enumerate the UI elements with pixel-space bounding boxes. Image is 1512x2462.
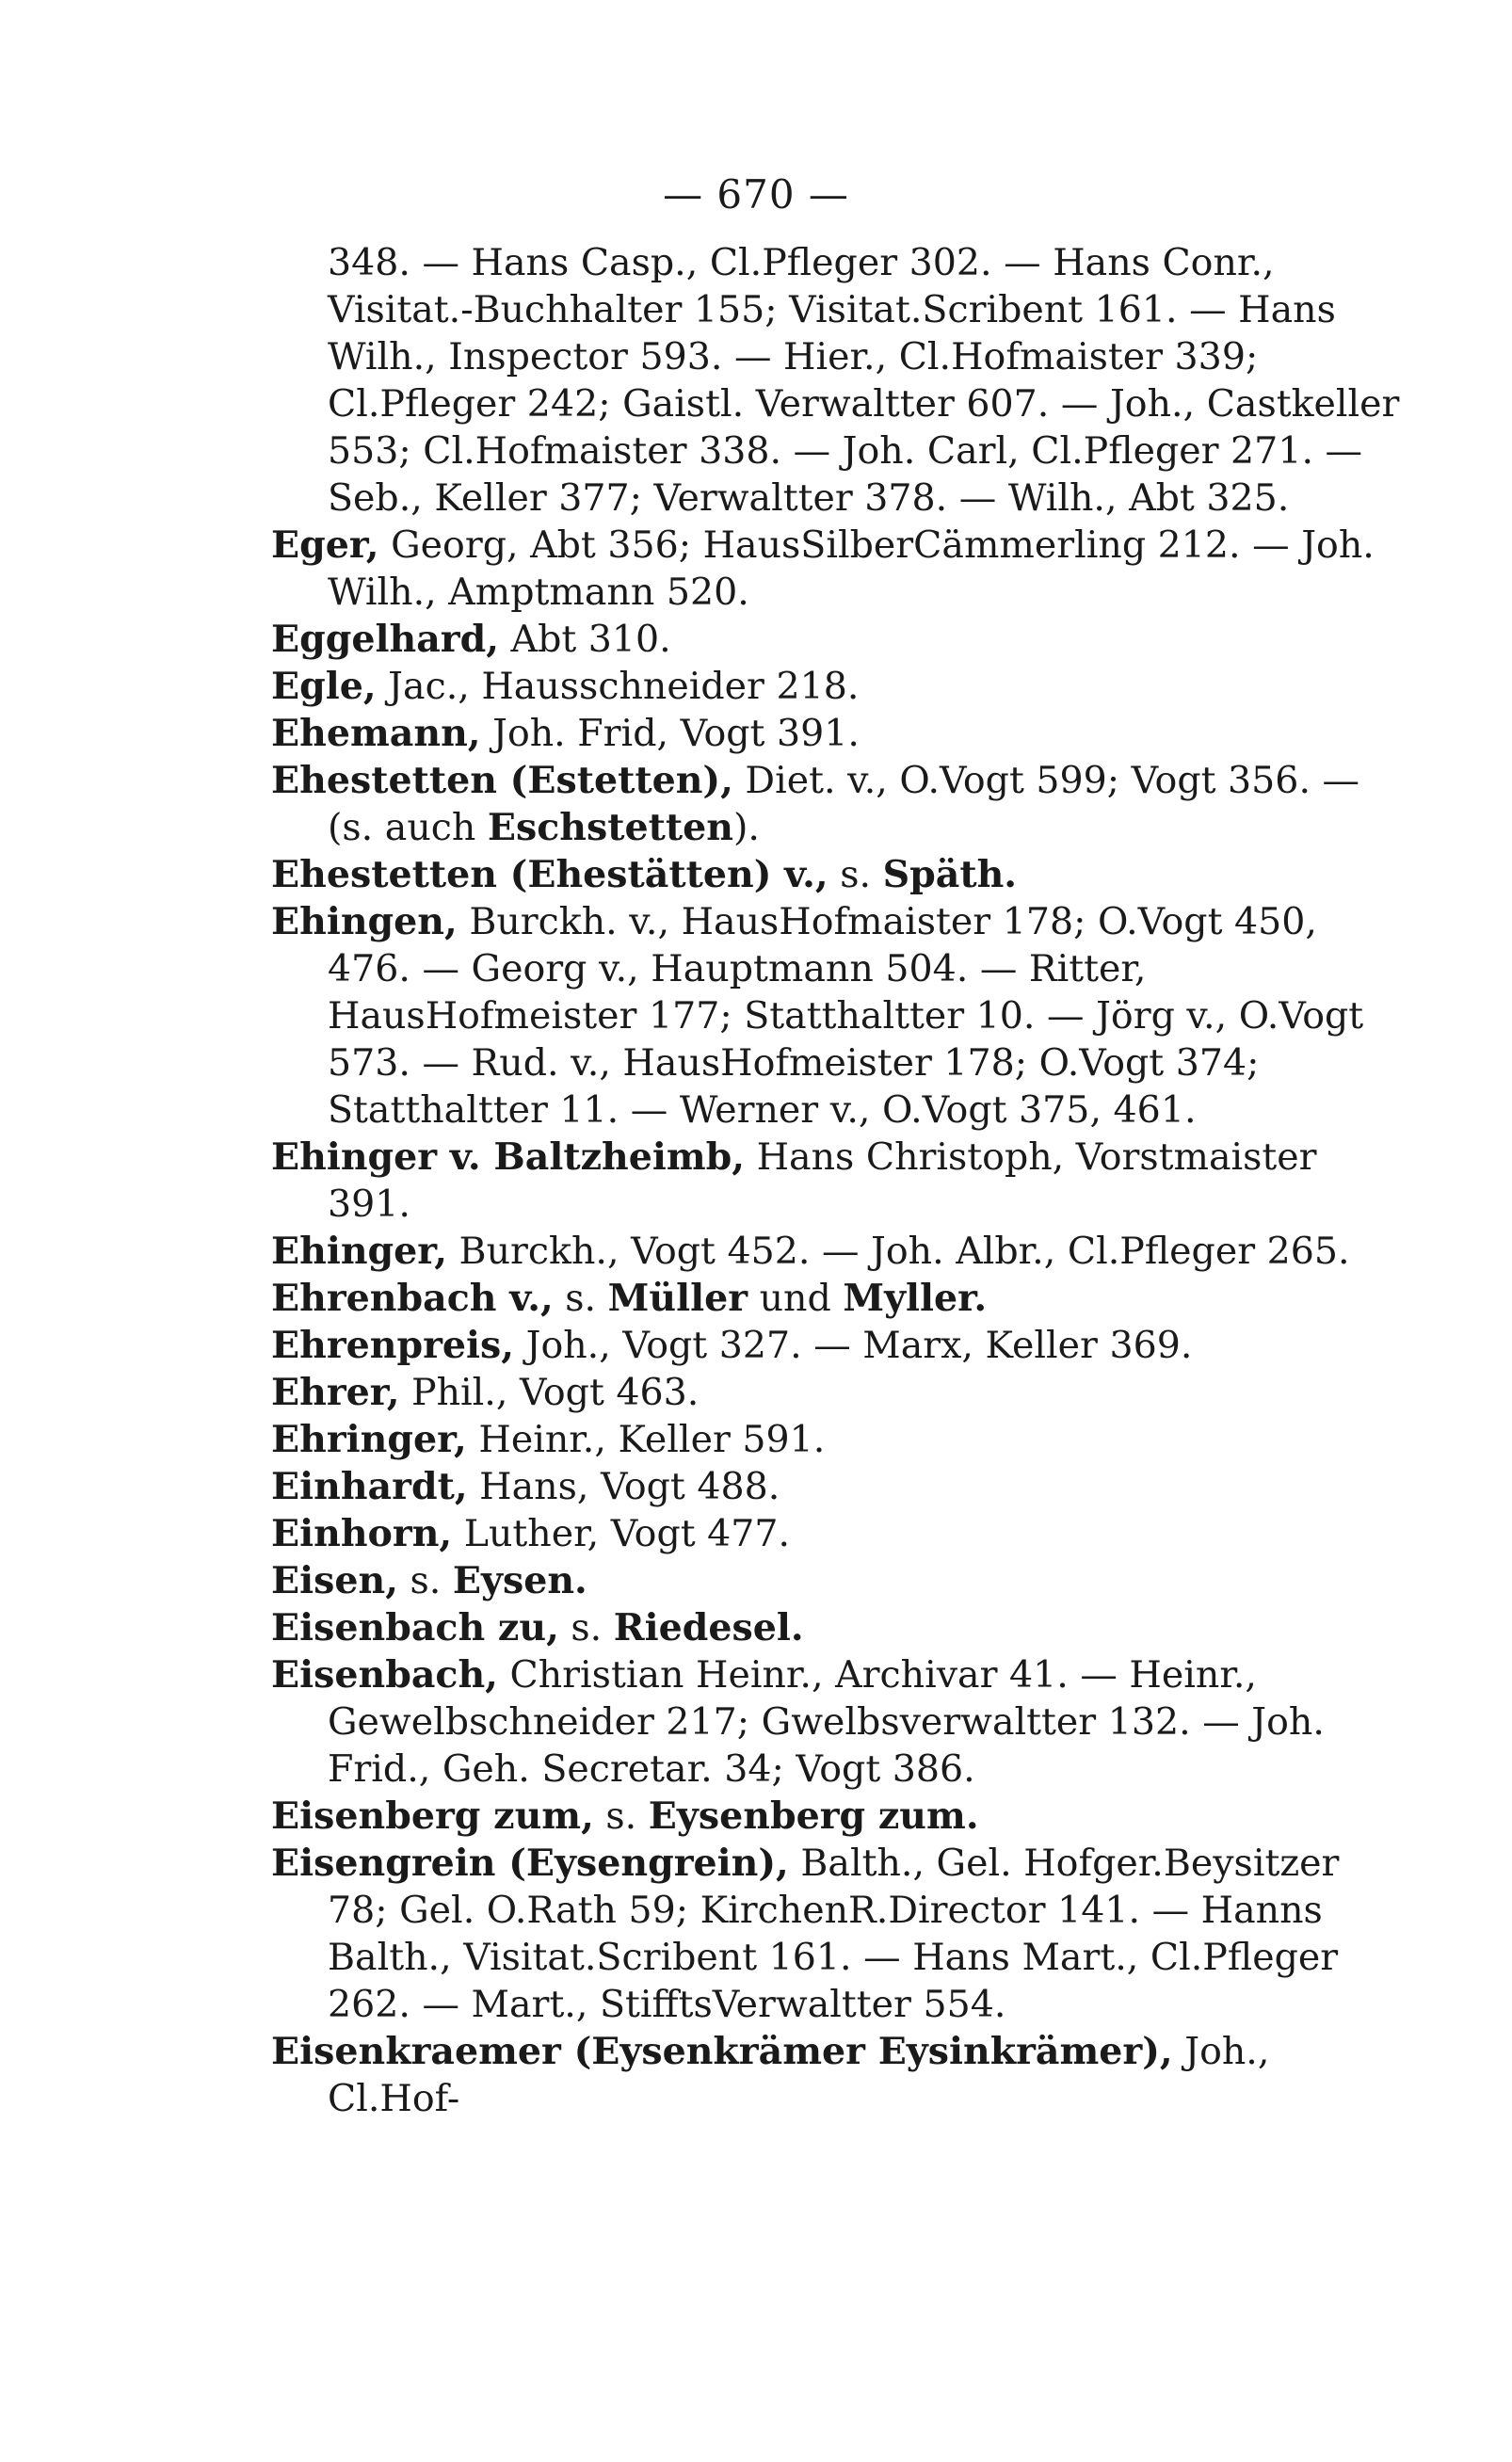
index-entry <box>271 1793 1410 1840</box>
headword: Ehemann, <box>271 712 481 755</box>
headword: Eisenbach, <box>271 1653 498 1697</box>
headword: Ehestetten (Ehestätten) v., <box>271 853 828 896</box>
index-entry <box>271 1557 1410 1604</box>
headword: Eisenkraemer (Eysenkrämer Eysinkrämer), <box>271 2030 1173 2073</box>
index-entry <box>271 1840 1410 2028</box>
entry-tail: und <box>748 1277 844 1320</box>
headword: Ehestetten (Estetten), <box>271 759 733 802</box>
entry-text: s. <box>828 853 883 896</box>
headword: Eisenbach zu, <box>271 1606 559 1649</box>
index-entry <box>271 2028 1410 2122</box>
entry-text: Joh., Cl.Hof- <box>328 2030 1270 2120</box>
page-number: — 670 — <box>663 171 849 217</box>
headword: Ehingen, <box>271 900 458 943</box>
index-entry <box>271 757 1410 851</box>
index-entry <box>271 1275 1410 1322</box>
index-entry <box>271 1510 1410 1557</box>
index-entry <box>271 663 1410 710</box>
index-entry <box>271 616 1410 663</box>
entry-text: Hans Christoph, Vorstmaister 391. <box>328 1135 1317 1226</box>
headword: Ehinger, <box>271 1230 447 1273</box>
index-entry <box>271 1604 1410 1651</box>
entry-text: Burckh. v., HausHofmaister 178; O.Vogt 450, 476. — Georg v., Hauptmann 504. — Ritter, HausHofmeister 177; Statthaltter 10. — Jörg v., O.Vogt 573. — Rud. v., HausHofmeister 178; O.Vogt 374; Statthaltter 11. — Werner v., O.Vogt 375, 461. <box>328 900 1364 1132</box>
cross-reference: Späth. <box>882 853 1018 896</box>
headword: Ehinger v. Baltzheimb, <box>271 1135 746 1179</box>
entry-text: Heinr., Keller 591. <box>466 1418 826 1461</box>
headword: Einhorn, <box>271 1512 453 1555</box>
entry-text: s. <box>558 1606 614 1649</box>
continuation-text: 348. — Hans Casp., Cl.Pfleger 302. — Hans Conr., Visitat.-Buchhalter 155; Visitat.Scribent 161. — Hans Wilh., Inspector 593. — Hier., Cl.Hofmaister 339; Cl.Pfleger 242; Gaistl. Verwaltter 607. — Joh., Castkeller 553; Cl.Hofmaister 338. — Joh. Carl, Cl.Pfleger 271. — Seb., Keller 377; Verwaltter 378. — Wilh., Abt 325. <box>328 241 1400 520</box>
index-entry <box>271 1416 1410 1463</box>
cross-reference: Riedesel. <box>613 1606 804 1649</box>
headword: Eger, <box>271 523 379 567</box>
headword: Eisenberg zum, <box>271 1794 594 1838</box>
entry-text: Joh. Frid, Vogt 391. <box>480 712 860 755</box>
index-entry <box>271 1651 1410 1793</box>
entry-text: Georg, Abt 356; HausSilberCämmerling 212. — Joh. Wilh., Amptmann 520. <box>328 523 1375 614</box>
index-entry <box>271 1134 1410 1228</box>
entry-tail: ). <box>732 806 760 849</box>
headword: Egle, <box>271 665 377 708</box>
entry-text: Phil., Vogt 463. <box>399 1371 700 1414</box>
index-entry <box>271 1228 1410 1275</box>
cross-reference: Eysenberg zum. <box>648 1794 979 1838</box>
index-entry <box>271 710 1410 757</box>
headword: Eggelhard, <box>271 618 499 661</box>
entry-text: Christian Heinr., Archivar 41. — Heinr., Gewelbschneider 217; Gwelbsverwaltter 132. — Joh. Frid., Geh. Secretar. 34; Vogt 386. <box>328 1653 1325 1791</box>
index-text <box>271 239 1410 2122</box>
index-entry <box>271 898 1410 1134</box>
index-entry <box>271 1369 1410 1416</box>
entry-text: Balth., Gel. Hofger.Beysitzer 78; Gel. O.Rath 59; KirchenR.Director 141. — Hanns Balth., Visitat.Scribent 161. — Hans Mart., Cl.Pfleger 262. — Mart., StifftsVerwaltter 554. <box>328 1842 1340 2026</box>
index-entry <box>271 1463 1410 1510</box>
cross-reference: Eschstetten <box>487 806 733 849</box>
entry-text: Joh., Vogt 327. — Marx, Keller 369. <box>514 1324 1193 1367</box>
index-entry <box>271 1322 1410 1369</box>
cross-reference: Müller <box>607 1277 748 1320</box>
headword: Einhardt, <box>271 1465 468 1508</box>
entry-text: s. <box>553 1277 608 1320</box>
index-entry <box>271 851 1410 898</box>
headword: Ehrer, <box>271 1371 400 1414</box>
cross-reference: Eysen. <box>452 1559 587 1602</box>
entry-text: Abt 310. <box>498 618 671 661</box>
entry-text: Jac., Hausschneider 218. <box>376 665 860 708</box>
headword: Eisen, <box>271 1559 398 1602</box>
continuation-paragraph <box>271 239 1410 522</box>
entry-text: Luther, Vogt 477. <box>452 1512 791 1555</box>
entry-text: s. <box>397 1559 453 1602</box>
headword: Ehrenbach v., <box>271 1277 554 1320</box>
headword: Ehrenpreis, <box>271 1324 515 1367</box>
headword: Eisengrein (Eysengrein), <box>271 1842 789 1885</box>
index-entry <box>271 522 1410 616</box>
headword: Ehringer, <box>271 1418 467 1461</box>
entry-text: Hans, Vogt 488. <box>467 1465 780 1508</box>
entry-text: Burckh., Vogt 452. — Joh. Albr., Cl.Pfleger 265. <box>447 1230 1350 1273</box>
entry-text: s. <box>593 1794 649 1838</box>
cross-reference: Myller. <box>843 1277 988 1320</box>
entry-text: Diet. v., O.Vogt 599; Vogt 356. — (s. auch <box>328 759 1360 849</box>
